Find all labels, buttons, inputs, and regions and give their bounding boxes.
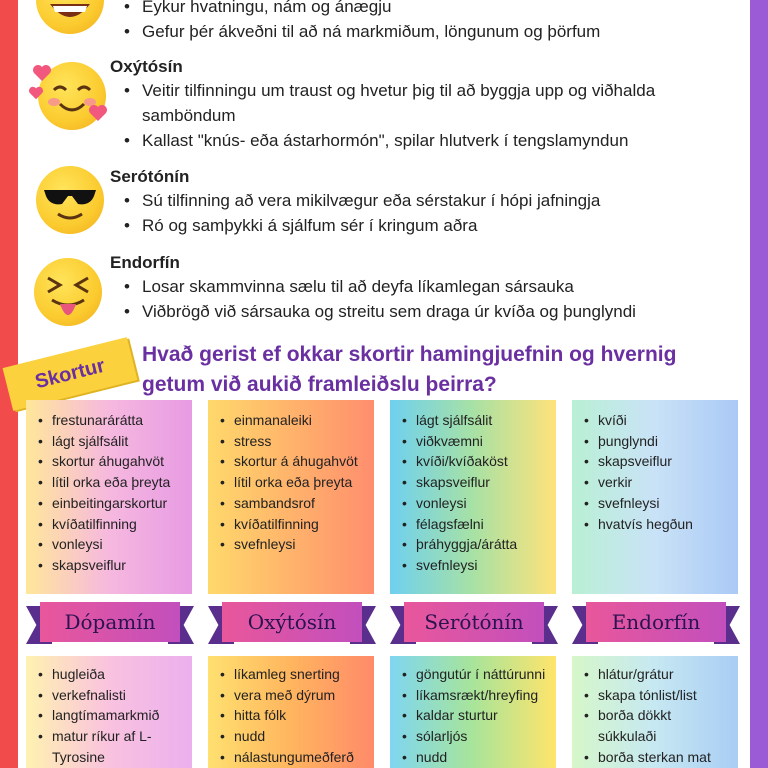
list-item: • skapsveiflur xyxy=(580,451,730,472)
endorphin-title: Endorfín xyxy=(110,253,180,272)
list-item: • sambandsrof xyxy=(216,493,366,514)
list-item: • vonleysi xyxy=(34,534,184,555)
heart-icon xyxy=(28,86,44,100)
endorphin-booster-box xyxy=(572,656,738,768)
right-accent-bar xyxy=(750,0,768,768)
list-item: • nálastungumeðferð xyxy=(216,747,366,768)
oxytocin-banner xyxy=(222,602,362,648)
banner-label: Serótónín xyxy=(424,610,524,634)
list-item: • einmanaleiki xyxy=(216,410,366,431)
deficiency-tag-label: Skortur xyxy=(32,354,108,394)
squinting-tongue-face-icon xyxy=(34,258,102,326)
list-item: • skapa tónlist/list xyxy=(580,685,730,706)
list-item: • kaldar sturtur xyxy=(398,705,548,726)
serotonin-title: Serótónín xyxy=(110,167,190,186)
serotonin-bullet: • Sú tilfinning að vera mikilvægur eða sérstakur í hópi jafningja xyxy=(110,188,740,213)
list-item: • þráhyggja/árátta xyxy=(398,534,548,555)
list-item: • hlátur/grátur xyxy=(580,664,730,685)
list-item: • einbeitingarskortur xyxy=(34,493,184,514)
list-item: • svefnleysi xyxy=(398,555,548,576)
endorphin-section xyxy=(110,252,740,324)
oxytocin-section xyxy=(110,56,740,153)
serotonin-deficiency-box xyxy=(390,400,556,594)
list-item: • verkir xyxy=(580,472,730,493)
list-item: • viðkvæmni xyxy=(398,431,548,452)
list-item: • borða sterkan mat xyxy=(580,747,730,768)
serotonin-bullet: • Ró og samþykki á sjálfum sér í kringum aðra xyxy=(110,213,740,238)
list-item: • nudd xyxy=(398,747,548,768)
list-item: • lítil orka eða þreyta xyxy=(34,472,184,493)
dopamine-section xyxy=(110,0,740,44)
oxytocin-bullet: • Veitir tilfinningu um traust og hvetur þig til að byggja upp og viðhalda samböndum xyxy=(110,78,740,128)
list-item: • hugleiða xyxy=(34,664,184,685)
list-item: • kvíði xyxy=(580,410,730,431)
grinning-face-icon xyxy=(36,0,104,34)
list-item: • nudd xyxy=(216,726,366,747)
banner-label: Oxýtósín xyxy=(247,610,337,634)
list-item: • göngutúr í náttúrunni xyxy=(398,664,548,685)
serotonin-section xyxy=(110,166,740,238)
list-item: • sólarljós xyxy=(398,726,548,747)
list-item: • verkefnalisti xyxy=(34,685,184,706)
serotonin-banner xyxy=(404,602,544,648)
list-item: • kvíðatilfinning xyxy=(216,514,366,535)
list-item: • kvíðatilfinning xyxy=(34,514,184,535)
list-item: • hvatvís hegðun xyxy=(580,514,730,535)
list-item: • þunglyndi xyxy=(580,431,730,452)
list-item: • skortur áhugahvöt xyxy=(34,451,184,472)
banner-label: Dópamín xyxy=(64,610,156,634)
endorphin-bullet: • Losar skammvinna sælu til að deyfa líkamlegan sársauka xyxy=(110,274,740,299)
list-item: • líkamleg snerting xyxy=(216,664,366,685)
dopamine-bullet: • Eykur hvatningu, nám og ánægju xyxy=(110,0,740,19)
oxytocin-deficiency-box xyxy=(208,400,374,594)
list-item: • borða dökkt súkkulaði xyxy=(580,705,730,746)
banner-label: Endorfín xyxy=(611,610,701,634)
oxytocin-title: Oxýtósín xyxy=(110,57,183,76)
list-item: • kvíði/kvíðaköst xyxy=(398,451,548,472)
list-item: • lágt sjálfsálit xyxy=(34,431,184,452)
list-item: • lítil orka eða þreyta xyxy=(216,472,366,493)
list-item: • líkamsrækt/hreyfing xyxy=(398,685,548,706)
list-item: • skapsveiflur xyxy=(34,555,184,576)
endorphin-bullet: • Viðbrögð við sársauka og streitu sem draga úr kvíða og þunglyndi xyxy=(110,299,740,324)
section-question: Hvað gerist ef okkar skortir hamingjuefnin og hvernig getum við aukið framleiðslu þeirra? xyxy=(142,343,677,396)
heart-icon xyxy=(32,64,52,82)
sunglasses-face-icon xyxy=(36,166,104,234)
list-item: • svefnleysi xyxy=(580,493,730,514)
oxytocin-bullet: • Kallast "knús- eða ástarhormón", spilar hlutverk í tengslamyndun xyxy=(110,128,740,153)
dopamine-bullet: • Gefur þér ákveðni til að ná markmiðum, löngunum og þörfum xyxy=(110,19,740,44)
list-item: • lágt sjálfsálit xyxy=(398,410,548,431)
list-item: • skortur á áhugahvöt xyxy=(216,451,366,472)
list-item: • svefnleysi xyxy=(216,534,366,555)
list-item: • hitta fólk xyxy=(216,705,366,726)
list-item: • félagsfælni xyxy=(398,514,548,535)
list-item: • vonleysi xyxy=(398,493,548,514)
list-item: • frestunarárátta xyxy=(34,410,184,431)
dopamine-deficiency-box xyxy=(26,400,192,594)
list-item: • matur ríkur af L-Tyrosine xyxy=(34,726,184,767)
endorphin-deficiency-box xyxy=(572,400,738,594)
oxytocin-booster-box xyxy=(208,656,374,768)
serotonin-booster-box xyxy=(390,656,556,768)
list-item: • stress xyxy=(216,431,366,452)
dopamine-booster-box xyxy=(26,656,192,768)
dopamine-banner xyxy=(40,602,180,648)
endorphin-banner xyxy=(586,602,726,648)
list-item: • vera með dýrum xyxy=(216,685,366,706)
heart-icon xyxy=(88,104,108,122)
list-item: • skapsveiflur xyxy=(398,472,548,493)
list-item: • langtímamarkmið xyxy=(34,705,184,726)
